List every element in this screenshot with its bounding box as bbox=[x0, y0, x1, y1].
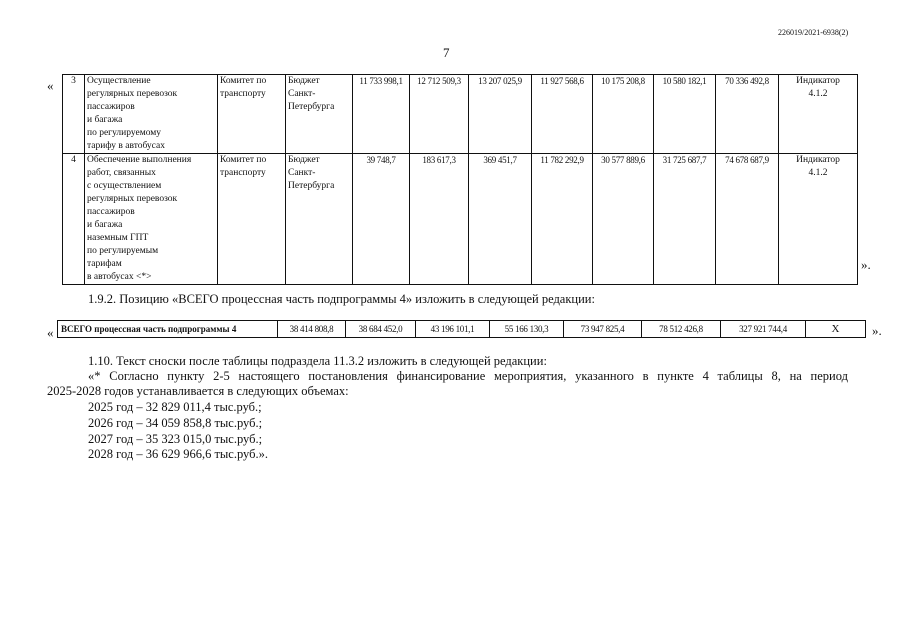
executor bbox=[218, 154, 286, 285]
total-label: ВСЕГО процессная часть подпрограммы 4 bbox=[58, 321, 278, 338]
executor-line: транспорту bbox=[220, 89, 266, 99]
measure-name-line: пассажиров bbox=[87, 102, 135, 112]
measure-name-line: по регулируемым bbox=[87, 246, 159, 256]
funding-source-line: Бюджет bbox=[288, 76, 320, 86]
paragraph-1-10: 1.10. Текст сноски после таблицы подраздела 11.3.2 изложить в следующей редакции: bbox=[88, 354, 547, 368]
funding-source bbox=[286, 75, 353, 154]
amount-cell: 10 580 182,1 bbox=[654, 75, 716, 154]
total-table bbox=[57, 320, 866, 338]
program-table bbox=[62, 74, 858, 285]
amount-total-cell: 70 336 492,8 bbox=[716, 75, 779, 154]
measure-name-line: с осуществлением bbox=[87, 181, 162, 191]
funding-source-line: Санкт- bbox=[288, 89, 316, 99]
total-amount-cell: 38 684 452,0 bbox=[346, 321, 416, 338]
funding-source-line: Петербурга bbox=[288, 181, 335, 191]
footnote-year-line: 2027 год – 35 323 015,0 тыс.руб.; bbox=[88, 432, 263, 446]
indicator-line: 4.1.2 bbox=[808, 89, 828, 99]
measure-name-line: работ, связанных bbox=[87, 168, 156, 178]
measure-name-line: регулярных перевозок bbox=[87, 89, 178, 99]
close-quote-mark: ». bbox=[861, 257, 871, 272]
measure-name-line: тарифу в автобусах bbox=[87, 141, 165, 151]
indicator bbox=[779, 154, 858, 285]
amount-cell: 11 927 568,6 bbox=[532, 75, 593, 154]
row-number: 4 bbox=[63, 154, 85, 285]
open-quote-mark: « bbox=[47, 325, 54, 340]
total-amount-cell: 73 947 825,4 bbox=[564, 321, 642, 338]
table-row bbox=[63, 154, 858, 285]
indicator-x-mark: X bbox=[806, 321, 866, 338]
measure-name-line: по регулируемому bbox=[87, 128, 162, 138]
total-amount-cell: 55 166 130,3 bbox=[490, 321, 564, 338]
amount-cell: 12 712 509,3 bbox=[410, 75, 469, 154]
amount-cell: 183 617,3 bbox=[410, 154, 469, 285]
document-id: 226019/2021-6938(2) bbox=[778, 28, 849, 37]
table-row bbox=[58, 321, 866, 338]
executor-line: транспорту bbox=[220, 168, 266, 178]
amount-cell: 11 733 998,1 bbox=[353, 75, 410, 154]
funding-source bbox=[286, 154, 353, 285]
footnote-line: «* Согласно пункту 2-5 настоящего постановления финансирование мероприятия, указанного в пункте 4 таблицы 8, на период bbox=[88, 369, 848, 383]
amount-cell: 369 451,7 bbox=[469, 154, 532, 285]
amount-cell: 13 207 025,9 bbox=[469, 75, 532, 154]
amount-cell: 30 577 889,6 bbox=[593, 154, 654, 285]
executor-line: Комитет по bbox=[220, 155, 267, 165]
measure-name bbox=[85, 154, 218, 285]
table-row bbox=[63, 75, 858, 154]
total-amount-cell: 38 414 808,8 bbox=[278, 321, 346, 338]
indicator bbox=[779, 75, 858, 154]
measure-name-line: тарифам bbox=[87, 259, 122, 269]
open-quote-mark: « bbox=[47, 78, 54, 93]
funding-source-line: Санкт- bbox=[288, 168, 316, 178]
indicator-line: Индикатор bbox=[796, 155, 840, 165]
row-number: 3 bbox=[63, 75, 85, 154]
measure-name-line: и багажа bbox=[87, 220, 123, 230]
amount-total-cell: 74 678 687,9 bbox=[716, 154, 779, 285]
total-amount-cell: 327 921 744,4 bbox=[721, 321, 806, 338]
executor bbox=[218, 75, 286, 154]
paragraph-1-9-2: 1.9.2. Позицию «ВСЕГО процессная часть подпрограммы 4» изложить в следующей редакции: bbox=[88, 292, 595, 306]
total-amount-cell: 43 196 101,1 bbox=[416, 321, 490, 338]
total-amount-cell: 78 512 426,8 bbox=[642, 321, 721, 338]
measure-name-line: наземным ГПТ bbox=[87, 233, 149, 243]
measure-name-line: в автобусах <*> bbox=[87, 272, 152, 282]
indicator-line: Индикатор bbox=[796, 76, 840, 86]
footnote-year-line: 2028 год – 36 629 966,6 тыс.руб.». bbox=[88, 447, 269, 461]
measure-name-line: Осуществление bbox=[87, 76, 151, 86]
executor-line: Комитет по bbox=[220, 76, 267, 86]
footnote-year-line: 2026 год – 34 059 858,8 тыс.руб.; bbox=[88, 416, 263, 430]
footnote-line: 2025-2028 годов устанавливается в следующих объемах: bbox=[47, 384, 349, 398]
close-quote-mark: ». bbox=[872, 323, 882, 338]
measure-name-line: регулярных перевозок bbox=[87, 194, 178, 204]
measure-name bbox=[85, 75, 218, 154]
measure-name-line: Обеспечение выполнения bbox=[87, 155, 192, 165]
amount-cell: 39 748,7 bbox=[353, 154, 410, 285]
funding-source-line: Бюджет bbox=[288, 155, 320, 165]
funding-source-line: Петербурга bbox=[288, 102, 335, 112]
amount-cell: 11 782 292,9 bbox=[532, 154, 593, 285]
amount-cell: 10 175 208,8 bbox=[593, 75, 654, 154]
amount-cell: 31 725 687,7 bbox=[654, 154, 716, 285]
indicator-line: 4.1.2 bbox=[808, 168, 828, 178]
footnote-year-line: 2025 год – 32 829 011,4 тыс.руб.; bbox=[88, 400, 262, 414]
measure-name-line: и багажа bbox=[87, 115, 123, 125]
measure-name-line: пассажиров bbox=[87, 207, 135, 217]
page-number: 7 bbox=[443, 45, 450, 60]
